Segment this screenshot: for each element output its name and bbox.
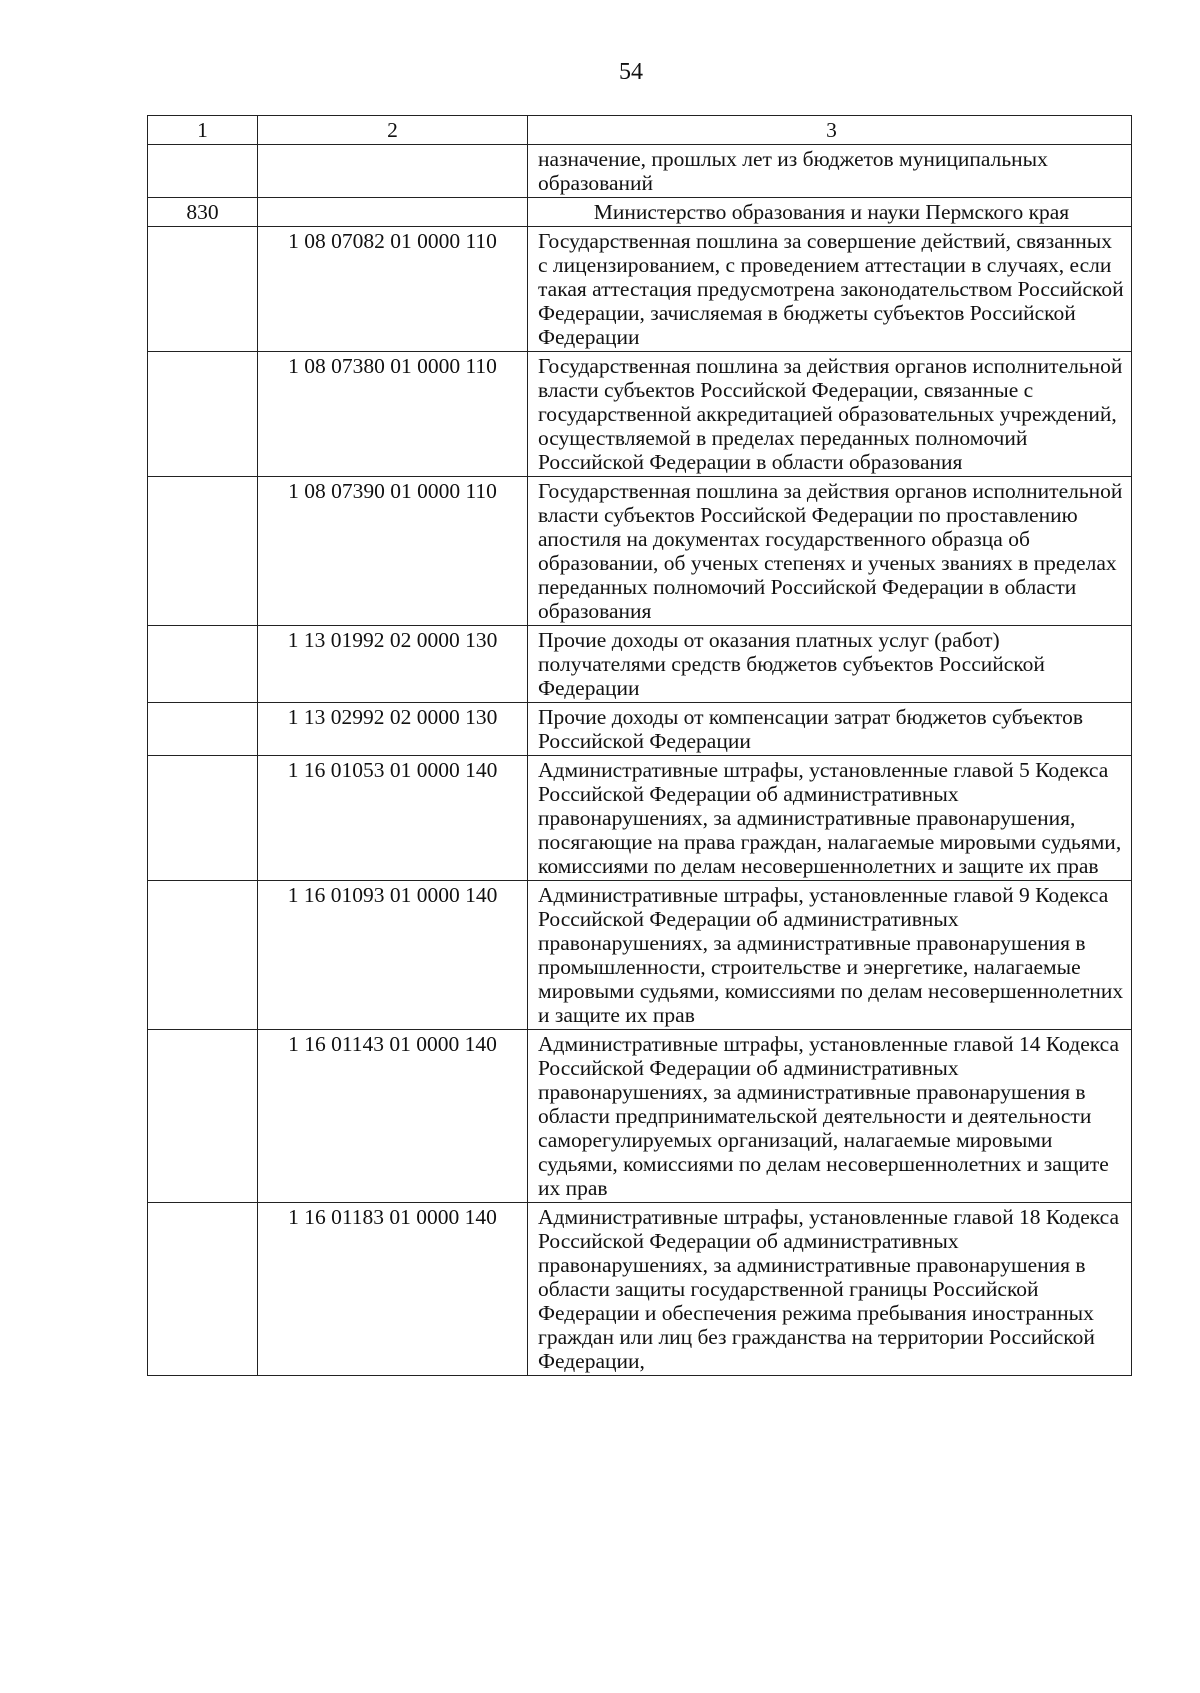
revenue-code-cell: 1 13 02992 02 0000 130 [258, 703, 528, 756]
table-row [148, 477, 1132, 626]
table-row [148, 1030, 1132, 1203]
description-cell: Государственная пошлина за совершение действий, связанных с лицензированием, с проведением аттестации в случаях, если такая аттестация предусмотрена законодательством Российской Федерации, зачисляемая в бюджеты субъектов Российской Федерации [528, 227, 1132, 352]
admin-code-cell [148, 1203, 258, 1376]
revenue-code-cell: 1 08 07380 01 0000 110 [258, 352, 528, 477]
admin-code-cell [148, 1030, 258, 1203]
revenue-code-cell: 1 16 01093 01 0000 140 [258, 881, 528, 1030]
admin-code-cell [148, 477, 258, 626]
revenue-code-cell: 1 16 01143 01 0000 140 [258, 1030, 528, 1203]
description-cell: Прочие доходы от компенсации затрат бюджетов субъектов Российской Федерации [528, 703, 1132, 756]
table-row [148, 145, 1132, 198]
description-cell: Административные штрафы, установленные главой 9 Кодекса Российской Федерации об административных правонарушениях, за административные правонарушения в промышленности, строительстве и энергетике, налагаемые мировыми судьями, комиссиями по делам несовершеннолетних и защите их прав [528, 881, 1132, 1030]
revenue-code-cell [258, 198, 528, 227]
table-row [148, 703, 1132, 756]
budget-classification-table [147, 115, 1132, 1376]
header-cell-2: 2 [258, 116, 528, 145]
header-cell-1: 1 [148, 116, 258, 145]
revenue-code-cell [258, 145, 528, 198]
table-row [148, 626, 1132, 703]
description-cell: Административные штрафы, установленные главой 14 Кодекса Российской Федерации об административных правонарушениях, за административные правонарушения в области предпринимательской деятельности и деятельности саморегулируемых организаций, налагаемые мировыми судьями, комиссиями по делам несовершеннолетних и защите их прав [528, 1030, 1132, 1203]
admin-code-cell: 830 [148, 198, 258, 227]
description-cell: Прочие доходы от оказания платных услуг (работ) получателями средств бюджетов субъектов Российской Федерации [528, 626, 1132, 703]
table-header-row [148, 116, 1132, 145]
admin-code-cell [148, 352, 258, 477]
table-row [148, 227, 1132, 352]
table-row [148, 198, 1132, 227]
admin-code-cell [148, 227, 258, 352]
admin-code-cell [148, 881, 258, 1030]
admin-code-cell [148, 626, 258, 703]
admin-code-cell [148, 756, 258, 881]
description-cell: Государственная пошлина за действия органов исполнительной власти субъектов Российской Федерации по проставлению апостиля на документах государственного образца об образовании, об ученых степенях и ученых званиях в пределах переданных полномочий Российской Федерации в области образования [528, 477, 1132, 626]
admin-code-cell [148, 145, 258, 198]
admin-code-cell [148, 703, 258, 756]
ministry-name-cell: Министерство образования и науки Пермского края [528, 198, 1132, 227]
revenue-code-cell: 1 16 01053 01 0000 140 [258, 756, 528, 881]
revenue-code-cell: 1 08 07082 01 0000 110 [258, 227, 528, 352]
table-row [148, 1203, 1132, 1376]
table-row [148, 352, 1132, 477]
description-cell: Административные штрафы, установленные главой 5 Кодекса Российской Федерации об административных правонарушениях, за административные правонарушения, посягающие на права граждан, налагаемые мировыми судьями, комиссиями по делам несовершеннолетних и защите их прав [528, 756, 1132, 881]
description-cell: Государственная пошлина за действия органов исполнительной власти субъектов Российской Федерации, связанные с государственной аккредитацией образовательных учреждений, осуществляемой в пределах переданных полномочий Российской Федерации в области образования [528, 352, 1132, 477]
revenue-code-cell: 1 16 01183 01 0000 140 [258, 1203, 528, 1376]
description-cell: назначение, прошлых лет из бюджетов муниципальных образований [528, 145, 1132, 198]
table-row [148, 881, 1132, 1030]
header-cell-3: 3 [528, 116, 1132, 145]
description-cell: Административные штрафы, установленные главой 18 Кодекса Российской Федерации об административных правонарушениях, за административные правонарушения в области защиты государственной границы Российской Федерации и обеспечения режима пребывания иностранных граждан или лиц без гражданства на территории Российской Федерации, [528, 1203, 1132, 1376]
page-number: 54 [619, 59, 643, 85]
table-row [148, 756, 1132, 881]
revenue-code-cell: 1 13 01992 02 0000 130 [258, 626, 528, 703]
revenue-code-cell: 1 08 07390 01 0000 110 [258, 477, 528, 626]
